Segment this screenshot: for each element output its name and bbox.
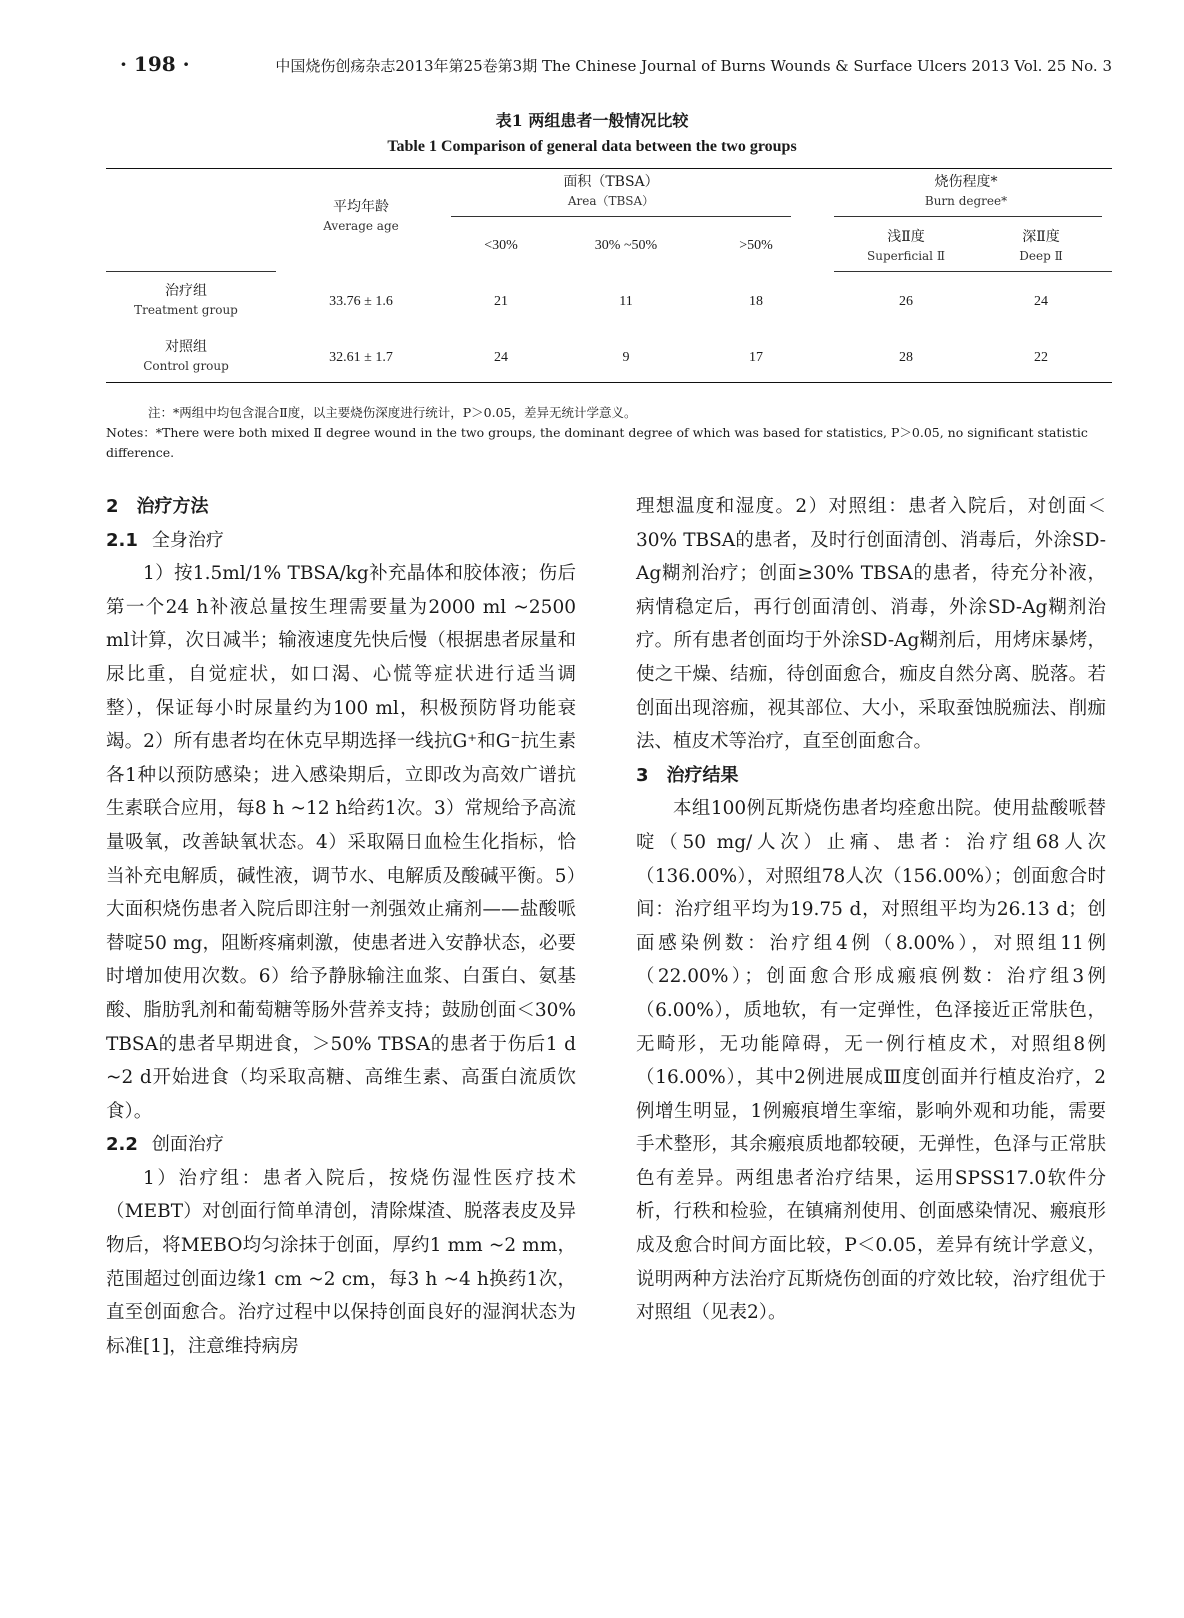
degree-bottom-rule: [834, 271, 1112, 272]
degree-subrule: [834, 216, 1102, 217]
treatment-superficial: 26: [899, 294, 913, 309]
section-2-2-paragraph: 1）治疗组：患者入院后，按烧伤湿性医疗技术（MEBT）对创面行简单清创，清除煤渣、脱落表皮及异物后，将MEBO均匀涂抹于创面，厚约1 mm ~2 mm，范围超过创面边缘1 cm ~2 cm，每3 h ~4 h换药1次，直至创面愈合。治疗过程中以保持创面良好的湿润状态为标准[1]，注意维持病房: [106, 1167, 576, 1357]
page-number: · 198 ·: [120, 52, 190, 76]
section-2-heading: 2 治疗方法: [106, 496, 209, 517]
header-area-cn: 面积（TBSA）: [563, 174, 659, 190]
header-superficial: [836, 228, 976, 266]
header-degree-en: Burn degree*: [924, 194, 1008, 208]
row-control-group: [106, 338, 266, 376]
control-deep: 22: [1034, 350, 1048, 365]
table-top-rule: [106, 168, 1112, 169]
section-2-1-paragraph: 1）按1.5ml/1% TBSA/kg补充晶体和胶体液；伤后第一个24 h补液总量按生理需要量为2000 ml ~2500 ml计算，次日减半；输液速度先快后慢（根据患者尿量和尿比重，自觉症状，如口渴、心慌等症状进行适当调整），保证每小时尿量约为100 ml，积极预防肾功能衰竭。2）所有患者均在休克早期选择一线抗G⁺和G⁻抗生素各1种以预防感染；进入感染期后，立即改为高效广谱抗生素联合应用，每8 h ~12 h给药1次。3）常规给予高流量吸氧，改善缺氧状态。4）采取隔日血检生化指标，恰当补充电解质，碱性液，调节水、电解质及酸碱平衡。5）大面积烧伤患者入院后即注射一剂强效止痛剂——盐酸哌替啶50 mg，阻断疼痛刺激，使患者进入安静状态，必要时增加使用次数。6）给予静脉输注血浆、白蛋白、氨基酸、脂肪乳剂和葡萄糖等肠外营养支持；鼓励创面＜30% TBSA的患者早期进食，＞50% TBSA的患者于伤后1 d ~2 d开始进食（均采取高糖、高维生素、高蛋白流质饮食）。: [106, 563, 576, 1122]
stub-rule: [106, 271, 276, 272]
header-deep-en: Deep Ⅱ: [1019, 249, 1063, 263]
row-treatment-en: Treatment group: [134, 303, 238, 317]
header-area-en: Area（TBSA）: [567, 194, 655, 208]
treatment-deep: 24: [1034, 294, 1048, 309]
area-subrule: [451, 216, 791, 217]
treatment-area-gt50: 18: [749, 294, 763, 309]
section-2-2-title: 创面治疗: [151, 1134, 224, 1156]
page-header: [120, 52, 1112, 78]
header-area-gt50: >50%: [739, 238, 773, 253]
header-deep-cn: 深Ⅱ度: [1022, 229, 1060, 245]
header-age-en: Average age: [323, 219, 399, 233]
header-area-30-50: 30% ~50%: [594, 238, 658, 253]
header-degree: [831, 173, 1101, 211]
table-note-cn: 注：*两组中均包含混合Ⅱ度，以主要烧伤深度进行统计，P＞0.05，差异无统计学意义。: [148, 405, 637, 420]
treatment-area-lt30: 21: [494, 294, 508, 309]
header-degree-cn: 烧伤程度*: [934, 174, 998, 190]
treatment-area-30-50: 11: [619, 294, 633, 309]
treatment-age: 33.76 ± 1.6: [329, 294, 393, 309]
section-2-1-heading: [106, 524, 576, 558]
section-3-paragraph: 本组100例瓦斯烧伤患者均痊愈出院。使用盐酸哌替啶（50 mg/人次）止痛、患者：治疗组68人次（136.00%），对照组78人次（156.00%）；创面愈合时间：治疗组平均为19.75 d，对照组平均为26.13 d；创面感染例数：治疗组4例（8.00%），对照组11例（22.00%）；创面愈合形成瘢痕例数：治疗组3例（6.00%），质地软，有一定弹性，色泽接近正常肤色，无畸形，无功能障碍，无一例行植皮术，对照组8例（16.00%），其中2例进展成Ⅲ度创面并行植皮治疗，2例增生明显，1例瘢痕增生挛缩，影响外观和功能，需要手术整形，其余瘢痕质地都较硬，无弹性，色泽与正常肤色有差异。两组患者治疗结果，运用SPSS17.0软件分析，行秩和检验，在镇痛剂使用、创面感染情况、瘢痕形成及愈合时间方面比较，P＜0.05，差异有统计学意义，说明两种方法治疗瓦斯烧伤创面的疗效比较，治疗组优于对照组（见表2）。: [636, 798, 1106, 1324]
row-control-cn: 对照组: [165, 339, 207, 355]
row-treatment-group: [106, 282, 266, 320]
header-superficial-en: Superficial Ⅱ: [867, 249, 945, 263]
header-area: [446, 173, 776, 211]
table-caption-cn: 表1 两组患者一般情况比较: [495, 111, 689, 130]
section-2-2-heading: [106, 1128, 576, 1162]
header-age-cn: 平均年龄: [333, 199, 389, 215]
header-deep: [976, 228, 1106, 266]
header-superficial-cn: 浅Ⅱ度: [887, 229, 925, 245]
row-control-en: Control group: [143, 359, 229, 373]
table-note-en: Notes：*There were both mixed Ⅱ degree wound in the two groups, the dominant degree of which was based for statistics, P＞0.05, no significant statistic difference.: [106, 425, 1088, 460]
section-2-2-number: 2.2: [106, 1134, 138, 1156]
section-3-heading: 3 治疗结果: [636, 764, 739, 786]
section-2-1-number: 2.1: [106, 529, 138, 551]
header-area-lt30: <30%: [484, 238, 518, 253]
table-bottom-rule: [106, 382, 1112, 383]
general-data-table: [106, 168, 1112, 400]
row-treatment-cn: 治疗组: [165, 283, 207, 299]
section-2-1-title: 全身治疗: [151, 529, 224, 551]
header-age: [286, 198, 436, 236]
section-2-2-continued: 理想温度和湿度。2）对照组：患者入院后，对创面＜30% TBSA的患者，及时行创面清创、消毒后，外涂SD-Ag糊剂治疗；创面≥30% TBSA的患者，待充分补液，病情稳定后，再行创面清创、消毒，外涂SD-Ag糊剂治疗。所有患者创面均于外涂SD-Ag糊剂后，用烤床暴烤，使之干燥、结痂，待创面愈合，痂皮自然分离、脱落。若创面出现溶痂，视其部位、大小，采取蚕蚀脱痂法、削痂法、植皮术等治疗，直至创面愈合。: [636, 496, 1106, 753]
right-column: [636, 490, 1106, 1330]
left-column: [106, 490, 576, 1363]
control-superficial: 28: [899, 350, 913, 365]
control-area-30-50: 9: [622, 350, 630, 365]
control-age: 32.61 ± 1.7: [329, 350, 393, 365]
table-notes: [106, 403, 1112, 463]
control-area-gt50: 17: [749, 350, 763, 365]
table-caption-en: Table 1 Comparison of general data between the two groups: [387, 138, 797, 155]
control-area-lt30: 24: [494, 350, 508, 365]
running-title: 中国烧伤创疡杂志2013年第25卷第3期 The Chinese Journal of Burns Wounds & Surface Ulcers 2013 Vol. 25 No. 3: [275, 57, 1112, 75]
